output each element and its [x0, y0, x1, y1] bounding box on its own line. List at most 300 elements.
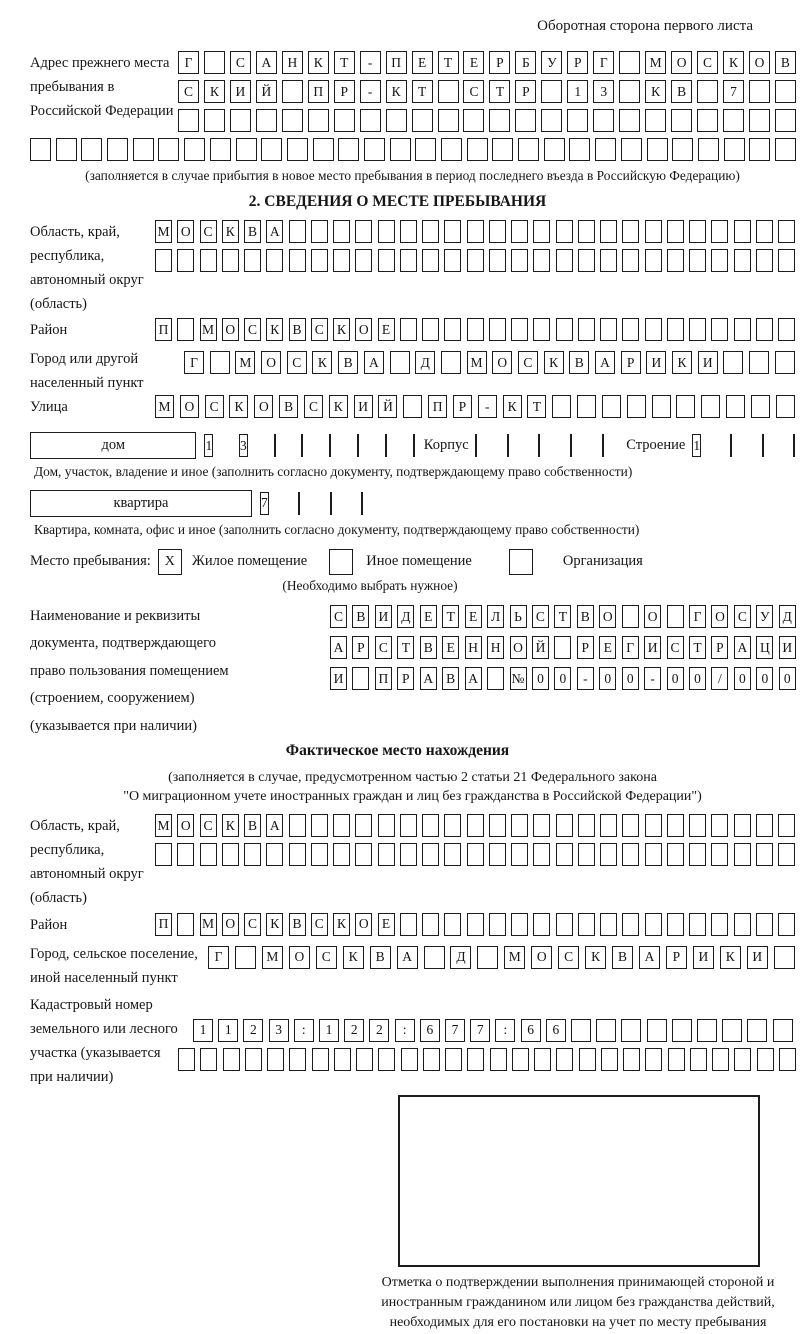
char-cell: [622, 814, 639, 837]
char-cell: Р: [352, 636, 369, 659]
char-cell: [222, 249, 239, 272]
document-label: Наименование и реквизиты документа, подтверждающего право пользования помещением (строением, сооружением) (указывается при наличии): [30, 607, 229, 734]
char-cell: [266, 249, 283, 272]
char-cell: [244, 249, 261, 272]
char-cell: [645, 249, 662, 272]
char-cell: Е: [378, 913, 395, 936]
char-cell: [400, 913, 417, 936]
char-cell: [600, 249, 617, 272]
char-cell: [256, 109, 277, 132]
char-cell: [619, 80, 640, 103]
char-cell: [355, 220, 372, 243]
char-cell: [467, 220, 484, 243]
char-cell: У: [541, 51, 562, 74]
section3-caption-2: "О миграционном учете иностранных граждан и лиц без гражданства в Российской Федерации"): [123, 789, 702, 805]
char-cell: [360, 109, 381, 132]
char-cell: [556, 220, 573, 243]
char-cell: [489, 843, 506, 866]
char-cell: [200, 249, 217, 272]
char-cell: Д: [415, 351, 435, 374]
char-cell: И: [354, 395, 373, 418]
stay-type-row: [30, 549, 795, 575]
char-cell: Й: [378, 395, 397, 418]
korpus-label: Корпус: [423, 437, 469, 454]
char-cell: [600, 913, 617, 936]
s3-region-row-1: [155, 814, 795, 837]
char-cell: [734, 249, 751, 272]
char-cell: Т: [412, 80, 433, 103]
char-cell: [756, 913, 773, 936]
char-cell: 7: [260, 492, 269, 515]
char-cell: [578, 814, 595, 837]
char-cell: [724, 138, 745, 161]
char-cell: [311, 843, 328, 866]
char-cell: 0: [599, 667, 616, 690]
char-cell: А: [734, 636, 751, 659]
char-cell: С: [311, 318, 328, 341]
char-cell: В: [370, 946, 391, 969]
char-cell: Д: [450, 946, 471, 969]
char-cell: [356, 1048, 373, 1071]
char-cell: С: [558, 946, 579, 969]
char-cell: [390, 138, 411, 161]
char-cell: [422, 220, 439, 243]
char-cell: 3: [239, 434, 248, 457]
char-cell: [762, 434, 764, 457]
char-cell: [467, 138, 488, 161]
section2-title: 2. СВЕДЕНИЯ О МЕСТЕ ПРЕБЫВАНИЯ: [248, 193, 547, 211]
char-cell: [778, 843, 795, 866]
char-cell: Л: [487, 605, 504, 628]
char-cell: К: [343, 946, 364, 969]
char-cell: О: [261, 351, 281, 374]
char-cell: [647, 1019, 667, 1042]
char-cell: 0: [734, 667, 751, 690]
char-cell: :: [495, 1019, 515, 1042]
char-cell: [697, 80, 718, 103]
document-grid: [330, 603, 796, 696]
char-cell: О: [177, 814, 194, 837]
char-cell: 7: [445, 1019, 465, 1042]
char-cell: [467, 1048, 484, 1071]
char-cell: [386, 109, 407, 132]
char-cell: [158, 138, 179, 161]
char-cell: [333, 220, 350, 243]
char-cell: И: [698, 351, 718, 374]
char-cell: О: [180, 395, 199, 418]
s2-street-label: Улица: [30, 399, 68, 416]
char-cell: [667, 814, 684, 837]
char-cell: К: [723, 51, 744, 74]
char-cell: [711, 814, 728, 837]
char-cell: [489, 109, 510, 132]
char-cell: М: [155, 220, 172, 243]
char-cell: [779, 1048, 796, 1071]
char-cell: [357, 434, 359, 457]
char-cell: Й: [532, 636, 549, 659]
char-cell: И: [646, 351, 666, 374]
char-cell: У: [756, 605, 773, 628]
char-cell: К: [544, 351, 564, 374]
char-cell: [355, 814, 372, 837]
document-row-3: [330, 667, 796, 690]
char-cell: [444, 843, 461, 866]
char-cell: [723, 351, 743, 374]
char-cell: [244, 843, 261, 866]
char-cell: [385, 434, 387, 457]
char-cell: [757, 1048, 774, 1071]
char-cell: -: [644, 667, 661, 690]
char-cell: [518, 138, 539, 161]
char-cell: [711, 249, 728, 272]
char-cell: Б: [515, 51, 536, 74]
house-row: [30, 432, 795, 459]
char-cell: [355, 249, 372, 272]
char-cell: [749, 109, 770, 132]
char-cell: [311, 249, 328, 272]
char-cell: С: [178, 80, 199, 103]
char-cell: [403, 395, 422, 418]
char-cell: О: [289, 946, 310, 969]
char-cell: Г: [208, 946, 229, 969]
char-cell: [667, 318, 684, 341]
char-cell: К: [229, 395, 248, 418]
char-cell: [334, 109, 355, 132]
char-cell: [107, 138, 128, 161]
char-cell: [178, 1048, 195, 1071]
apartment-caption: Квартира, комната, офис и иное (заполнить согласно документу, подтверждающему право собственности): [34, 521, 640, 537]
s3-city-row: [208, 946, 795, 969]
char-cell: К: [333, 913, 350, 936]
char-cell: [749, 80, 770, 103]
char-cell: Г: [178, 51, 199, 74]
char-cell: [577, 395, 596, 418]
char-cell: А: [266, 220, 283, 243]
char-cell: М: [155, 814, 172, 837]
char-cell: [749, 138, 770, 161]
char-cell: [776, 395, 795, 418]
char-cell: 1: [218, 1019, 238, 1042]
char-cell: [541, 109, 562, 132]
char-cell: [204, 51, 225, 74]
char-cell: К: [329, 395, 348, 418]
s3-district-label: Район: [30, 916, 68, 933]
char-cell: С: [697, 51, 718, 74]
char-cell: П: [155, 913, 172, 936]
checkbox-residential: X: [158, 549, 182, 575]
char-cell: [378, 843, 395, 866]
char-cell: А: [595, 351, 615, 374]
char-cell: /: [711, 667, 728, 690]
stay-type-caption: (Необходимо выбрать нужное): [282, 577, 458, 593]
char-cell: К: [308, 51, 329, 74]
char-cell: [711, 913, 728, 936]
char-cell: 0: [532, 667, 549, 690]
char-cell: В: [289, 318, 306, 341]
s2-region-block: [30, 220, 795, 316]
char-cell: [596, 1019, 616, 1042]
char-cell: М: [645, 51, 666, 74]
char-cell: 2: [344, 1019, 364, 1042]
s2-district-label: Район: [30, 322, 68, 339]
char-cell: [177, 249, 194, 272]
char-cell: С: [205, 395, 224, 418]
char-cell: 1: [692, 434, 701, 457]
char-cell: [667, 605, 684, 628]
char-cell: [579, 1048, 596, 1071]
apartment-type-box: квартира: [30, 490, 252, 517]
char-cell: [261, 138, 282, 161]
s3-district-grid: [155, 913, 795, 942]
char-cell: [689, 318, 706, 341]
s3-district-block: [30, 913, 795, 942]
char-cell: Е: [442, 636, 459, 659]
char-cell: К: [204, 80, 225, 103]
char-cell: Т: [397, 636, 414, 659]
char-cell: С: [244, 318, 261, 341]
char-cell: [507, 434, 509, 457]
char-cell: [400, 220, 417, 243]
char-cell: Р: [453, 395, 472, 418]
char-cell: [622, 605, 639, 628]
char-cell: 7: [470, 1019, 490, 1042]
char-cell: 2: [243, 1019, 263, 1042]
page-corner-note: Оборотная сторона первого листа: [537, 18, 753, 34]
char-cell: [756, 249, 773, 272]
char-cell: О: [355, 318, 372, 341]
char-cell: [775, 80, 796, 103]
char-cell: [601, 1048, 618, 1071]
char-cell: [467, 913, 484, 936]
char-cell: [444, 249, 461, 272]
char-cell: [511, 249, 528, 272]
option-residential-label: Жилое помещение: [191, 553, 308, 570]
char-cell: [621, 138, 642, 161]
s2-district-block: [30, 318, 795, 347]
s3-city-block: [30, 942, 795, 990]
char-cell: О: [749, 51, 770, 74]
char-cell: [533, 220, 550, 243]
char-cell: С: [230, 51, 251, 74]
char-cell: [511, 220, 528, 243]
char-cell: С: [463, 80, 484, 103]
char-cell: [200, 1048, 217, 1071]
char-cell: [645, 814, 662, 837]
char-cell: [775, 138, 796, 161]
char-cell: [730, 434, 732, 457]
char-cell: [490, 1048, 507, 1071]
prev-address-row-2: [178, 80, 796, 103]
char-cell: [602, 395, 621, 418]
char-cell: [556, 843, 573, 866]
char-cell: [245, 1048, 262, 1071]
char-cell: [600, 843, 617, 866]
char-cell: Ц: [756, 636, 773, 659]
char-cell: [778, 814, 795, 837]
char-cell: [600, 318, 617, 341]
prev-address-row-1: [178, 51, 796, 74]
char-cell: [200, 843, 217, 866]
char-cell: [311, 814, 328, 837]
char-cell: [438, 80, 459, 103]
s3-region-label: Область, край, республика, автономный округ (область): [30, 818, 144, 907]
char-cell: [775, 109, 796, 132]
char-cell: С: [304, 395, 323, 418]
char-cell: [511, 843, 528, 866]
char-cell: [56, 138, 77, 161]
char-cell: [338, 138, 359, 161]
char-cell: [667, 249, 684, 272]
prev-address-row-4: [30, 138, 796, 161]
section3-title: Фактическое место нахождения: [285, 742, 510, 760]
char-cell: А: [256, 51, 277, 74]
char-cell: [534, 1048, 551, 1071]
char-cell: [235, 946, 256, 969]
char-cell: [210, 138, 231, 161]
option-other-premises-label: Иное помещение: [366, 553, 472, 570]
char-cell: М: [155, 395, 174, 418]
char-cell: [533, 318, 550, 341]
char-cell: [571, 1019, 591, 1042]
char-cell: 3: [593, 80, 614, 103]
char-cell: [184, 138, 205, 161]
char-cell: [400, 814, 417, 837]
char-cell: Е: [420, 605, 437, 628]
char-cell: Т: [554, 605, 571, 628]
char-cell: [177, 843, 194, 866]
char-cell: [133, 138, 154, 161]
char-cell: В: [569, 351, 589, 374]
char-cell: [282, 109, 303, 132]
prev-address-caption: (заполняется в случае прибытия в новое место пребывания в период последнего въезда в Российскую Федерацию): [85, 168, 740, 183]
char-cell: Г: [689, 605, 706, 628]
char-cell: [756, 220, 773, 243]
char-cell: [722, 1019, 742, 1042]
char-cell: [756, 814, 773, 837]
house-number-cells: [204, 434, 414, 457]
char-cell: А: [330, 636, 347, 659]
char-cell: 3: [269, 1019, 289, 1042]
char-cell: 1: [204, 434, 213, 457]
char-cell: [569, 138, 590, 161]
char-cell: -: [478, 395, 497, 418]
document-row-1: [330, 605, 796, 628]
char-cell: [289, 814, 306, 837]
char-cell: [778, 913, 795, 936]
char-cell: С: [316, 946, 337, 969]
s3-city-label: Город, сельское поселение, иной населенный пункт: [30, 945, 198, 986]
char-cell: [645, 318, 662, 341]
s3-city-grid: [208, 942, 795, 975]
char-cell: [726, 395, 745, 418]
char-cell: [567, 109, 588, 132]
char-cell: [734, 318, 751, 341]
s2-city-block: [30, 347, 795, 395]
char-cell: [775, 351, 795, 374]
char-cell: К: [672, 351, 692, 374]
char-cell: С: [200, 814, 217, 837]
char-cell: [445, 1048, 462, 1071]
char-cell: [622, 220, 639, 243]
char-cell: В: [338, 351, 358, 374]
char-cell: [311, 220, 328, 243]
house-type-box: дом: [30, 432, 196, 459]
char-cell: А: [639, 946, 660, 969]
char-cell: -: [360, 80, 381, 103]
stamp-box: [398, 1095, 760, 1267]
char-cell: [541, 80, 562, 103]
char-cell: [554, 636, 571, 659]
char-cell: [645, 1048, 662, 1071]
char-cell: [556, 249, 573, 272]
char-cell: [690, 1048, 707, 1071]
char-cell: [352, 667, 369, 690]
char-cell: Р: [711, 636, 728, 659]
char-cell: [312, 1048, 329, 1071]
char-cell: О: [711, 605, 728, 628]
char-cell: [444, 318, 461, 341]
char-cell: К: [266, 318, 283, 341]
char-cell: [282, 80, 303, 103]
char-cell: М: [504, 946, 525, 969]
char-cell: [438, 109, 459, 132]
char-cell: [578, 249, 595, 272]
char-cell: 2: [369, 1019, 389, 1042]
char-cell: [378, 220, 395, 243]
char-cell: -: [577, 667, 594, 690]
char-cell: [723, 109, 744, 132]
char-cell: [556, 318, 573, 341]
char-cell: Е: [412, 51, 433, 74]
char-cell: [645, 843, 662, 866]
char-cell: [676, 395, 695, 418]
char-cell: О: [222, 913, 239, 936]
char-cell: Т: [689, 636, 706, 659]
char-cell: [412, 109, 433, 132]
char-cell: [266, 843, 283, 866]
char-cell: [422, 318, 439, 341]
char-cell: [595, 138, 616, 161]
char-cell: [274, 434, 276, 457]
char-cell: [489, 220, 506, 243]
char-cell: [793, 434, 795, 457]
char-cell: В: [420, 636, 437, 659]
char-cell: 0: [689, 667, 706, 690]
char-cell: П: [386, 51, 407, 74]
char-cell: [355, 843, 372, 866]
char-cell: О: [510, 636, 527, 659]
char-cell: [512, 1048, 529, 1071]
char-cell: [698, 138, 719, 161]
char-cell: [489, 913, 506, 936]
char-cell: [467, 843, 484, 866]
char-cell: [701, 395, 720, 418]
document-block: [30, 603, 795, 741]
char-cell: [423, 1048, 440, 1071]
char-cell: О: [254, 395, 273, 418]
char-cell: [622, 249, 639, 272]
char-cell: [413, 434, 415, 457]
char-cell: И: [375, 605, 392, 628]
char-cell: [544, 138, 565, 161]
char-cell: [267, 1048, 284, 1071]
char-cell: [364, 138, 385, 161]
char-cell: Р: [334, 80, 355, 103]
char-cell: [467, 318, 484, 341]
prev-address-row-3: [178, 109, 796, 132]
char-cell: И: [644, 636, 661, 659]
char-cell: М: [235, 351, 255, 374]
